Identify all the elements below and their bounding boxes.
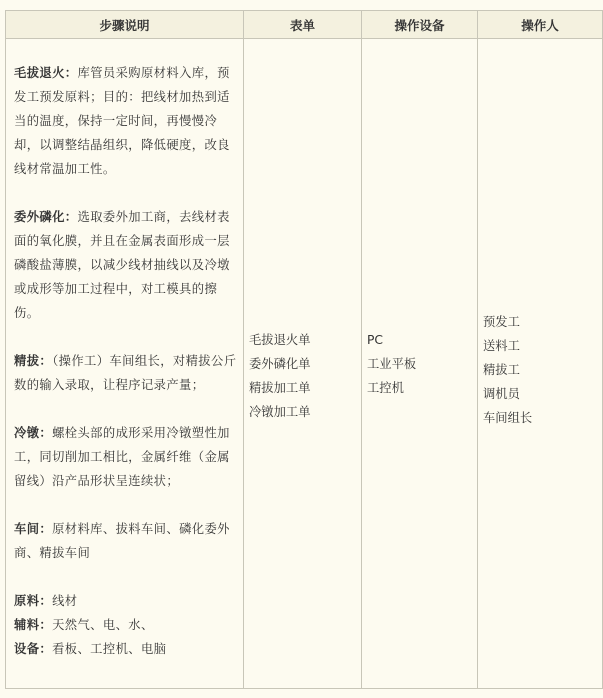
devices-cell (362, 39, 478, 689)
step-label: 精拔： (14, 354, 53, 368)
step-cold-heading (14, 421, 237, 493)
resource-label: 辅料： (14, 618, 53, 632)
step-workshop (14, 517, 237, 565)
devices-list (362, 328, 477, 400)
operator-item: 车间组长 (483, 410, 533, 425)
device-item: PC (367, 332, 384, 347)
table-header-row (6, 11, 603, 39)
step-phosphating (14, 205, 237, 325)
step-label: 委外磷化： (14, 210, 78, 224)
header-devices: 操作设备 (362, 11, 478, 39)
device-item: 工业平板 (367, 356, 417, 371)
operator-item: 预发工 (483, 314, 520, 329)
header-forms: 表单 (244, 11, 362, 39)
form-item: 委外磷化单 (249, 356, 311, 371)
header-operators: 操作人 (478, 11, 603, 39)
process-table (5, 10, 603, 689)
resource-label: 设备： (14, 642, 53, 656)
step-text: （操作工）车间组长，对精拔公斤数的输入录取，让程序记录产量； (14, 354, 237, 392)
operators-list (478, 298, 602, 430)
step-text: 库管员采购原材料入库，预发工预发原料；目的：把线材加热到适当的温度，保持一定时间，再慢慢冷却，以调整结晶组织，降低硬度，改良线材常温加工性。 (14, 66, 230, 176)
step-label: 车间： (14, 522, 53, 536)
resource-raw-material (14, 589, 237, 613)
operator-item: 精拔工 (483, 362, 520, 377)
form-item: 毛拔退火单 (249, 332, 311, 347)
resource-text: 线材 (52, 594, 78, 608)
step-fine-drawing (14, 349, 237, 397)
step-text: 原材料库、拔料车间、磷化委外商、精拔车间 (14, 522, 230, 560)
resource-equipment (14, 637, 237, 661)
step-text: 螺栓头部的成形采用冷镦塑性加工，同切削加工相比，金属纤维（金属留线）沿产品形状呈连续状； (14, 426, 230, 488)
forms-list (244, 304, 361, 424)
form-item: 精拔加工单 (249, 380, 311, 395)
table-row (6, 39, 603, 689)
operator-item: 调机员 (483, 386, 520, 401)
resource-text: 天然气、电、水、 (52, 618, 154, 632)
step-annealing (14, 61, 237, 181)
resource-label: 原料： (14, 594, 53, 608)
form-item: 冷镦加工单 (249, 404, 311, 419)
step-label: 冷镦： (14, 426, 53, 440)
header-step-description: 步骤说明 (6, 11, 244, 39)
step-label: 毛拔退火： (14, 66, 78, 80)
forms-cell (244, 39, 362, 689)
resource-auxiliary-material (14, 613, 237, 637)
resource-text: 看板、工控机、电脑 (52, 642, 167, 656)
step-text: 选取委外加工商，去线材表面的氧化膜，并且在金属表面形成一层磷酸盐薄膜，以减少线材抽线以及冷墩或成形等加工过程中，对工模具的擦伤。 (14, 210, 230, 320)
device-item: 工控机 (367, 380, 404, 395)
step-description-cell (6, 39, 244, 689)
operator-item: 送料工 (483, 338, 520, 353)
operators-cell (478, 39, 603, 689)
